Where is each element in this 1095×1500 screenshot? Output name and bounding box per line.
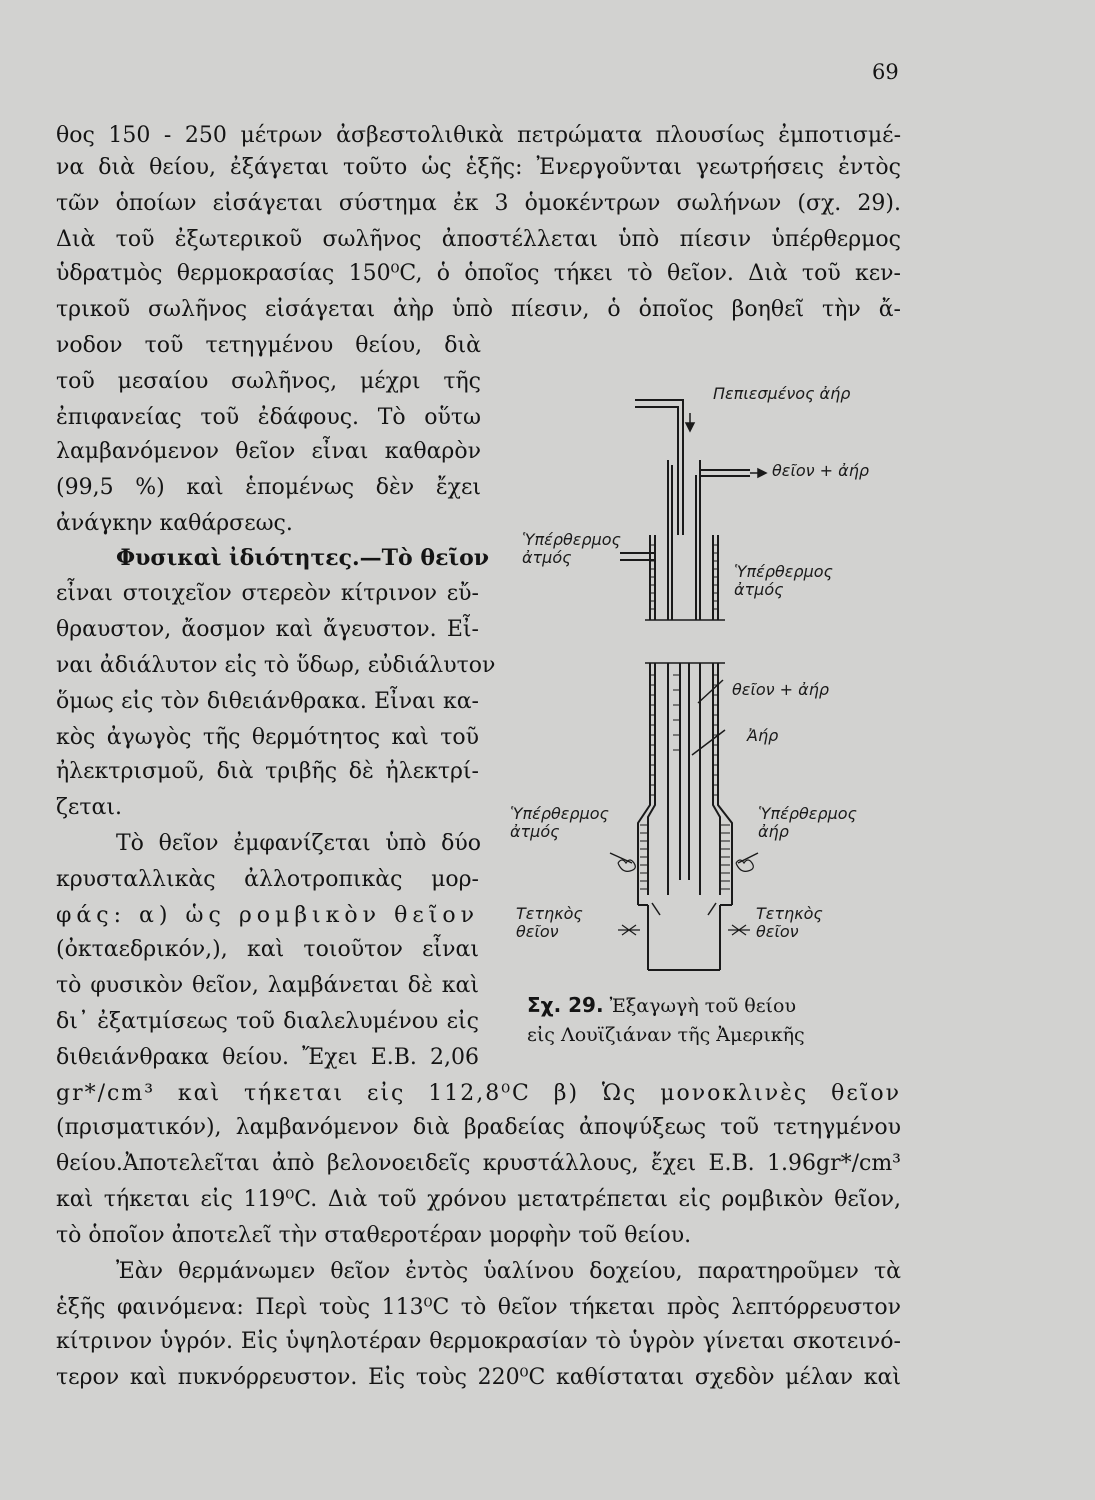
text-line: δι᾽ ἐξατμίσεως τοῦ διαλελυμένου εἰς — [56, 1009, 479, 1034]
text-line: ἑξῆς φαινόμενα: Περὶ τοὺς 113⁰C τὸ θεῖον τήκεται πρὸς λεπτόρρευστον — [56, 1295, 901, 1320]
text-line: φάς: α) ὡς ρομβικὸν θεῖον — [56, 903, 479, 928]
text-line: ζεται. — [56, 795, 122, 820]
section-heading: Φυσικαὶ ἰδιότητες.—Τὸ θεῖον — [116, 545, 490, 571]
text-line: θος 150 - 250 μέτρων ἀσβεστολιθικὰ πετρώματα πλουσίως ἐμποτισμέ- — [56, 123, 901, 148]
label-pressurized-air: Πεπιεσμένος ἀήρ — [713, 384, 851, 403]
text-line: τὸ ὁποῖον ἀποτελεῖ τὴν σταθεροτέραν μορφὴν τοῦ θείου. — [56, 1223, 692, 1248]
text-line: κὸς ἀγωγὸς τῆς θερμότητος καὶ τοῦ — [56, 725, 479, 750]
text-line: ἐπιφανείας τοῦ ἐδάφους. Τὸ οὕτω — [56, 405, 481, 430]
label-molten-left: Τετηκὸς θεῖον — [516, 904, 583, 941]
figure-caption — [527, 993, 796, 1017]
text-line: καὶ τήκεται εἰς 119⁰C. Διὰ τοῦ χρόνου μετατρέπεται εἰς ρομβικὸν θεῖον, — [56, 1187, 901, 1212]
text-line: λαμβανόμενον θεῖον εἶναι καθαρὸν — [56, 439, 481, 464]
label-steam-right-top: Ὑπέρθερμος ἀτμός — [734, 562, 833, 599]
text-line: κρυσταλλικὰς ἀλλοτροπικὰς μορ- — [56, 867, 479, 892]
text-line: ἠλεκτρισμοῦ, διὰ τριβῆς δὲ ἠλεκτρί- — [56, 759, 479, 784]
text-line: Διὰ τοῦ ἐξωτερικοῦ σωλῆνος ἀποστέλλεται ὑπὸ πίεσιν ὑπέρθερμος — [56, 227, 901, 252]
text-line: (99,5 %) καὶ ἑπομένως δὲν ἔχει — [56, 475, 481, 500]
text-line: διθειάνθρακα θείου. Ἔχει Ε.Β. 2,06 — [56, 1045, 479, 1070]
text-line: τοῦ μεσαίου σωλῆνος, μέχρι τῆς — [56, 369, 481, 394]
text-line: Ἐὰν θερμάνωμεν θεῖον ἐντὸς ὑαλίνου δοχείου, παρατηροῦμεν τὰ — [116, 1259, 901, 1284]
text-line: κίτρινον ὑγρόν. Εἰς ὑψηλοτέραν θερμοκρασίαν τὸ ὑγρὸν γίνεται σκοτεινό- — [56, 1329, 901, 1354]
label-steam-air-right: Ὑπέρθερμος ἀήρ — [758, 804, 857, 841]
text-line: ναι ἀδιάλυτον εἰς τὸ ὕδωρ, εὐδιάλυτον — [56, 653, 496, 678]
figure-caption-line1: Ἐξαγωγὴ τοῦ θείου — [609, 995, 797, 1017]
label-steam-left-bottom: Ὑπέρθερμος ἀτμός — [510, 804, 609, 841]
page-number: 69 — [872, 60, 899, 84]
text-line: Τὸ θεῖον ἐμφανίζεται ὑπὸ δύο — [116, 831, 481, 856]
text-line: τρικοῦ σωλῆνος εἰσάγεται ἀὴρ ὑπὸ πίεσιν, ὁ ὁποῖος βοηθεῖ τὴν ἄ- — [56, 297, 901, 322]
text-line: θραυστον, ἄοσμον καὶ ἄγευστον. Εἶ- — [56, 617, 479, 642]
figure-number: Σχ. 29. — [527, 993, 604, 1017]
text-line: ὑδρατμὸς θερμοκρασίας 150⁰C, ὁ ὁποῖος τήκει τὸ θεῖον. Διὰ τοῦ κεν- — [56, 261, 901, 286]
text-line: να διὰ θείου, ἐξάγεται τοῦτο ὡς ἑξῆς: Ἐνεργοῦνται γεωτρήσεις ἐντὸς — [56, 155, 901, 180]
label-molten-right: Τετηκὸς θεῖον — [756, 904, 823, 941]
text-line: εἶναι στοιχεῖον στερεὸν κίτρινον εὔ- — [56, 581, 479, 606]
text-line: θείου.Ἀποτελεῖται ἀπὸ βελονοειδεῖς κρυστάλλους, ἔχει Ε.Β. 1.96gr*/cm³ — [56, 1151, 901, 1176]
text-line: ὅμως εἰς τὸν διθειάνθρακα. Εἶναι κα- — [56, 689, 479, 714]
label-steam-left-top: Ὑπέρθερμος ἀτμός — [522, 530, 621, 567]
figure-caption-line2: εἰς Λουϊζιάναν τῆς Ἀμερικῆς — [527, 1024, 805, 1046]
text-line: (πρισματικόν), λαμβανόμενον διὰ βραδείας ἀποψύξεως τοῦ τετηγμένου — [56, 1115, 901, 1140]
text-line: (ὀκταεδρικόν,), καὶ τοιοῦτον εἶναι — [56, 937, 479, 962]
text-line: νοδον τοῦ τετηγμένου θείου, διὰ — [56, 333, 481, 358]
label-air: Ἀήρ — [747, 726, 779, 745]
text-line: τὸ φυσικὸν θεῖον, λαμβάνεται δὲ καὶ — [56, 973, 479, 998]
figure-sulfur-extraction — [500, 385, 900, 975]
label-sulfur-air-out: θεῖον + ἀήρ — [772, 461, 869, 480]
text-line: gr*/cm³ καὶ τήκεται εἰς 112,8⁰C β) Ὡς μονοκλινὲς θεῖον — [56, 1081, 901, 1106]
label-sulfur-air-mid: θεῖον + ἀήρ — [732, 680, 829, 699]
text-line: ἀνάγκην καθάρσεως. — [56, 511, 293, 536]
text-line: τερον καὶ πυκνόρρευστον. Εἰς τοὺς 220⁰C καθίσταται σχεδὸν μέλαν καὶ — [56, 1365, 901, 1390]
text-line: τῶν ὁποίων εἰσάγεται σύστημα ἐκ 3 ὁμοκέντρων σωλήνων (σχ. 29). — [56, 191, 901, 216]
